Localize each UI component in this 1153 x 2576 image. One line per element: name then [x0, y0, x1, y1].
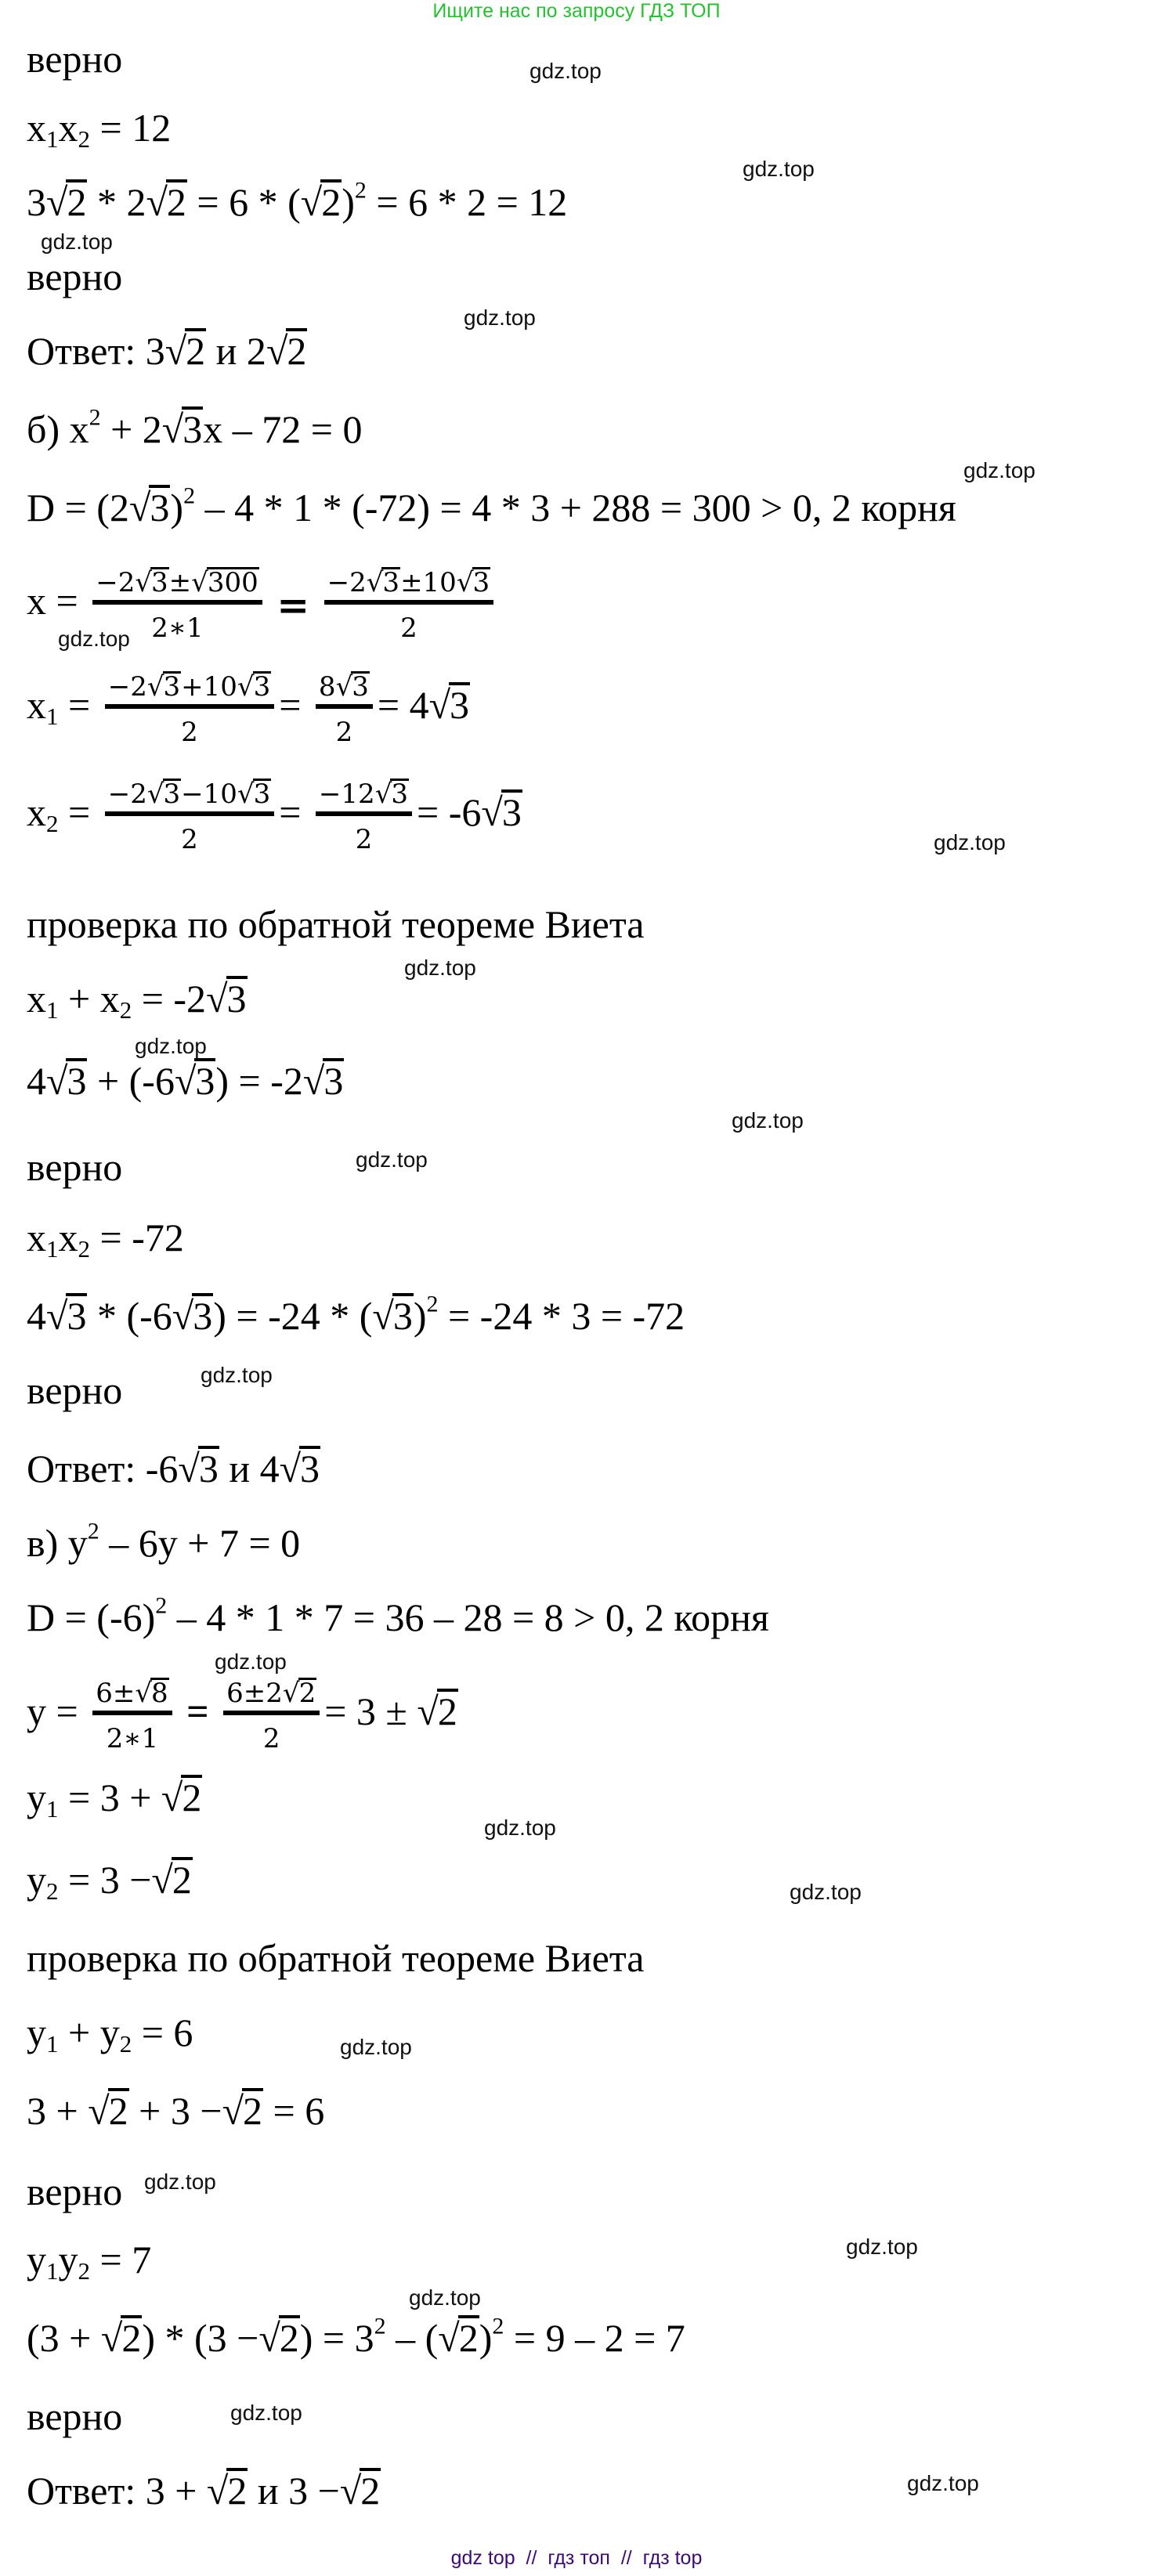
fraction: −2√3±10√3 2 [324, 567, 494, 644]
vieta-sum-v: $y_1 + y_2 = 6$ [27, 2011, 193, 2058]
watermark: gdz.top [732, 1108, 804, 1133]
vieta-sum-b: $x_1 + x_2 = -2√3$ [27, 977, 247, 1024]
sqrt-icon: √2 [100, 2316, 142, 2360]
watermark: gdz.top [340, 2035, 412, 2059]
sqrt-icon: √8 [135, 1677, 168, 1709]
sqrt-icon: √2 [206, 2469, 248, 2513]
equation-x1x2: $x_1x_2 = 12$ [27, 106, 172, 153]
sqrt-icon: √3 [146, 778, 181, 810]
roots-formula-b: x = −2√3±√300 2∗1 = −2√3±10√3 2 [27, 558, 498, 649]
sqrt-icon: √2 [438, 2316, 479, 2360]
watermark: gdz.top [135, 1034, 207, 1058]
vieta-sum-check-b: 4√3 + (-6√3) = -2√3 [27, 1059, 344, 1103]
sqrt-icon: √3 [279, 1447, 320, 1490]
fraction: −12√3 2 [316, 779, 412, 855]
sqrt-icon: √2 [161, 1776, 202, 1819]
root-y2-v: $y_2 = 3 -√2$ [27, 1858, 192, 1905]
footer-link-gdz-top[interactable]: gdz top [450, 2547, 515, 2569]
sqrt-icon: √3 [302, 1059, 344, 1103]
sqrt-icon: √300 [191, 566, 258, 598]
watermark: gdz.top [409, 2285, 481, 2310]
equals-sign: = [277, 581, 310, 628]
watermark: gdz.top [215, 1649, 287, 1674]
text-line-verno: верно [27, 1145, 123, 1189]
sqrt-icon: √3 [206, 977, 247, 1021]
watermark: gdz.top [230, 2401, 302, 2425]
sqrt-icon: √3 [237, 778, 271, 810]
sqrt-icon: √3 [366, 566, 400, 598]
footer-links [0, 2547, 1153, 2570]
watermark: gdz.top [464, 305, 536, 330]
discriminant-v: $D = (-6)^2 - 4 * 1 * 7 = 36 - 28 = 8 > 0$, 2 корня [27, 1592, 769, 1639]
sqrt-icon: √2 [266, 329, 307, 373]
sqrt-icon: √3 [372, 1294, 413, 1338]
sqrt-icon: √2 [88, 2089, 128, 2133]
sqrt-icon: √3 [46, 1059, 87, 1103]
watermark: gdz.top [743, 157, 815, 181]
sqrt-icon: √3 [172, 1294, 213, 1338]
sqrt-icon: √2 [258, 2316, 299, 2360]
answer-line-b: Ответ: -6√3 и 4√3 [27, 1447, 320, 1490]
root-x2-b: $x_2$ = −2√3−10√3 2 = −12√3 2 = -6√3 [27, 769, 522, 855]
sqrt-icon: √3 [481, 790, 522, 834]
sqrt-icon: √3 [161, 407, 203, 451]
sqrt-icon: √2 [282, 1677, 316, 1709]
sqrt-icon: √3 [135, 566, 168, 598]
answer-line-a: Ответ: 3√2 и 2√2 [27, 329, 307, 373]
sqrt-icon: √3 [456, 566, 490, 598]
sqrt-icon: √2 [46, 180, 87, 224]
watermark: gdz.top [530, 59, 602, 83]
watermark: gdz.top [934, 830, 1006, 854]
sqrt-icon: √3 [128, 486, 170, 529]
vieta-product-b: $x_1x_2 = -72$ [27, 1216, 184, 1263]
sqrt-icon: √2 [417, 1689, 457, 1733]
sqrt-icon: √3 [237, 670, 271, 703]
sqrt-icon: √3 [174, 1059, 215, 1103]
fraction: 6±√8 2∗1 [92, 1678, 172, 1754]
sqrt-icon: √2 [146, 180, 186, 224]
text-line-verno: верно [27, 37, 123, 81]
discriminant-b: $D = (2√3)^2 - 4 * 1 * (-72) = 4 * 3 + 288 = 300 > 0$, 2 корня [27, 482, 956, 529]
watermark: gdz.top [58, 627, 130, 651]
vieta-product-check-b: $4√3 * (-6√3) = -24 * (√3)^2 = -24 * 3 = -72$ [27, 1291, 685, 1338]
vieta-product-check-v: $(3 + √2) * (3 -√2) = 3^2 - (√2)^2 = 9 - 2 = 7$ [27, 2313, 685, 2360]
watermark: gdz.top [356, 1147, 428, 1172]
sqrt-icon: √2 [339, 2469, 381, 2513]
root-x1-b: $x_1$ = −2√3+10√3 2 = 8√3 2 = 4√3 [27, 662, 470, 748]
fraction: −2√3+10√3 2 [105, 671, 275, 748]
watermark: gdz.top [201, 1363, 273, 1387]
sqrt-icon: √3 [178, 1447, 219, 1490]
banner-text: Ищите нас по запросу ГДЗ ТОП [432, 0, 721, 22]
vieta-check-heading: проверка по обратной теореме Виета [27, 902, 645, 946]
root-y1-v: $y_1 = 3 + √2$ [27, 1776, 202, 1823]
watermark: gdz.top [41, 229, 113, 254]
footer-link-gdz-top-ru[interactable]: гдз топ [548, 2547, 610, 2569]
footer-link-gdz-top-mixed[interactable]: гдз top [642, 2547, 703, 2569]
vieta-check-heading: проверка по обратной теореме Виета [27, 1936, 645, 1980]
watermark: gdz.top [846, 2235, 918, 2259]
sqrt-icon: √3 [428, 683, 470, 727]
watermark: gdz.top [144, 2170, 216, 2194]
sqrt-icon: √2 [151, 1858, 192, 1902]
problem-b-equation: б) $x^2 + 2√3x - 72 = 0$ [27, 404, 363, 451]
text-line-verno: верно [27, 2394, 123, 2438]
footer-separator: // [515, 2547, 548, 2569]
footer-separator: // [609, 2547, 643, 2569]
sqrt-icon: √3 [46, 1294, 87, 1338]
sqrt-icon: √3 [146, 670, 181, 703]
fraction: −2√3±√300 2∗1 [92, 567, 262, 644]
watermark: gdz.top [790, 1880, 862, 1904]
search-banner [0, 0, 1153, 22]
fraction: 6±2√2 2 [223, 1678, 320, 1754]
problem-v-equation: в) $y^2 - 6y + 7 = 0$ [27, 1518, 301, 1565]
text-line-verno: верно [27, 2170, 123, 2213]
watermark: gdz.top [404, 956, 476, 980]
fraction: 8√3 2 [316, 671, 373, 748]
sqrt-icon: √3 [335, 670, 369, 703]
watermark: gdz.top [963, 458, 1036, 482]
sqrt-icon: √2 [164, 329, 206, 373]
equation-product-check: $3√2 * 2√2 = 6 * (√2)^2 = 6 * 2 = 12$ [27, 177, 568, 224]
watermark: gdz.top [907, 2471, 979, 2495]
sqrt-icon: √2 [300, 180, 342, 224]
vieta-product-v: $y_1y_2 = 7$ [27, 2238, 152, 2285]
vieta-sum-check-v: 3 + √2 + 3 −√2 = 6 [27, 2089, 325, 2133]
roots-formula-v: y = 6±√8 2∗1 = 6±2√2 2 = 3 ± √2 [27, 1668, 458, 1754]
fraction: −2√3−10√3 2 [105, 779, 275, 855]
text-line-verno: верно [27, 255, 123, 298]
watermark: gdz.top [484, 1815, 556, 1840]
sqrt-icon: √3 [374, 778, 408, 810]
answer-line-v: Ответ: 3 + √2 и 3 −√2 [27, 2469, 381, 2513]
sqrt-icon: √2 [222, 2089, 263, 2133]
text-line-verno: верно [27, 1368, 123, 1412]
